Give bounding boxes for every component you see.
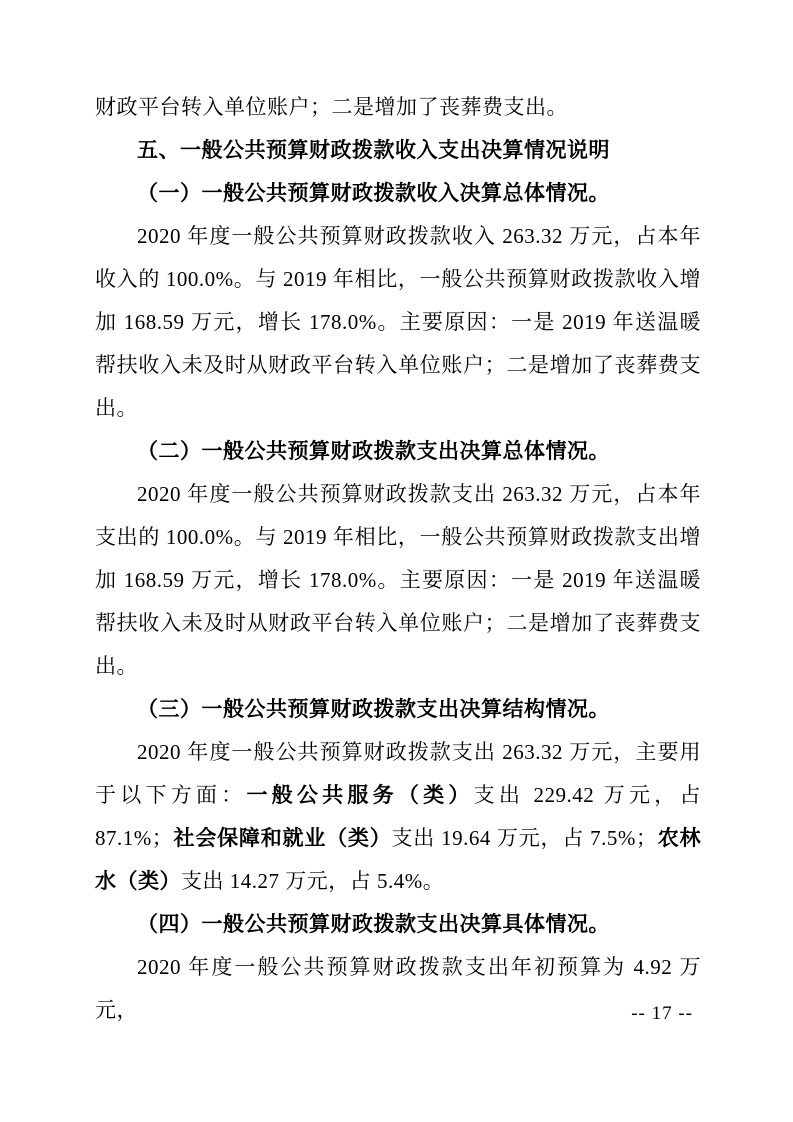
- subsection-2-heading: （二）一般公共预算财政拨款支出决算总体情况。: [137, 439, 610, 463]
- carryover-paragraph: 财政平台转入单位账户；二是增加了丧葬费支出。: [95, 95, 568, 119]
- subsection-1-paragraph: 2020 年度一般公共预算财政拨款收入 263.32 万元，占本年收入的 100.0%。与 2019 年相比，一般公共预算财政拨款收入增加 168.59 万元，增长 178.0%。主要原因：一是 2019 年送温暖帮扶收入未及时从财政平台转入单位账户；二是增加了丧葬费支出。: [95, 224, 701, 420]
- subsection-3-text-2: 支出 229.42 万元，占 87.1%；: [95, 783, 702, 850]
- subsection-3-text-1: 2020 年度一般公共预算财政拨款支出 263.32 万元，主要用于以下方面：: [95, 740, 701, 807]
- subsection-4-heading: （四）一般公共预算财政拨款支出决算具体情况。: [137, 912, 610, 936]
- page-number: -- 17 --: [631, 1003, 693, 1024]
- subsection-3-bold-general-public-services: 一般公共服务（类）: [246, 783, 474, 807]
- subsection-3-paragraph: [95, 731, 701, 903]
- subsection-3-bold-social-security-employment: 社会保障和就业（类）: [173, 826, 392, 850]
- section-5-heading: 五、一般公共预算财政拨款收入支出决算情况说明: [137, 138, 610, 162]
- subsection-4-paragraph: 2020 年度一般公共预算财政拨款支出年初预算为 4.92 万元，: [95, 955, 701, 1022]
- subsection-3-heading: （三）一般公共预算财政拨款支出决算结构情况。: [137, 697, 610, 721]
- subsection-3-text-3: 支出 19.64 万元，占 7.5%；: [391, 826, 658, 850]
- subsection-2-paragraph: 2020 年度一般公共预算财政拨款支出 263.32 万元，占本年支出的 100.0%。与 2019 年相比，一般公共预算财政拨款支出增加 168.59 万元，增长 178.0%。主要原因：一是 2019 年送温暖帮扶收入未及时从财政平台转入单位账户；二是增加了丧葬费支出。: [95, 482, 701, 678]
- subsection-3-bold-agriculture-forestry-water: 农林水（类）: [95, 826, 701, 893]
- subsection-3-text-4: 支出 14.27 万元，占 5.4%。: [181, 869, 445, 893]
- subsection-1-heading: （一）一般公共预算财政拨款收入决算总体情况。: [137, 181, 610, 205]
- document-body: [95, 86, 701, 1032]
